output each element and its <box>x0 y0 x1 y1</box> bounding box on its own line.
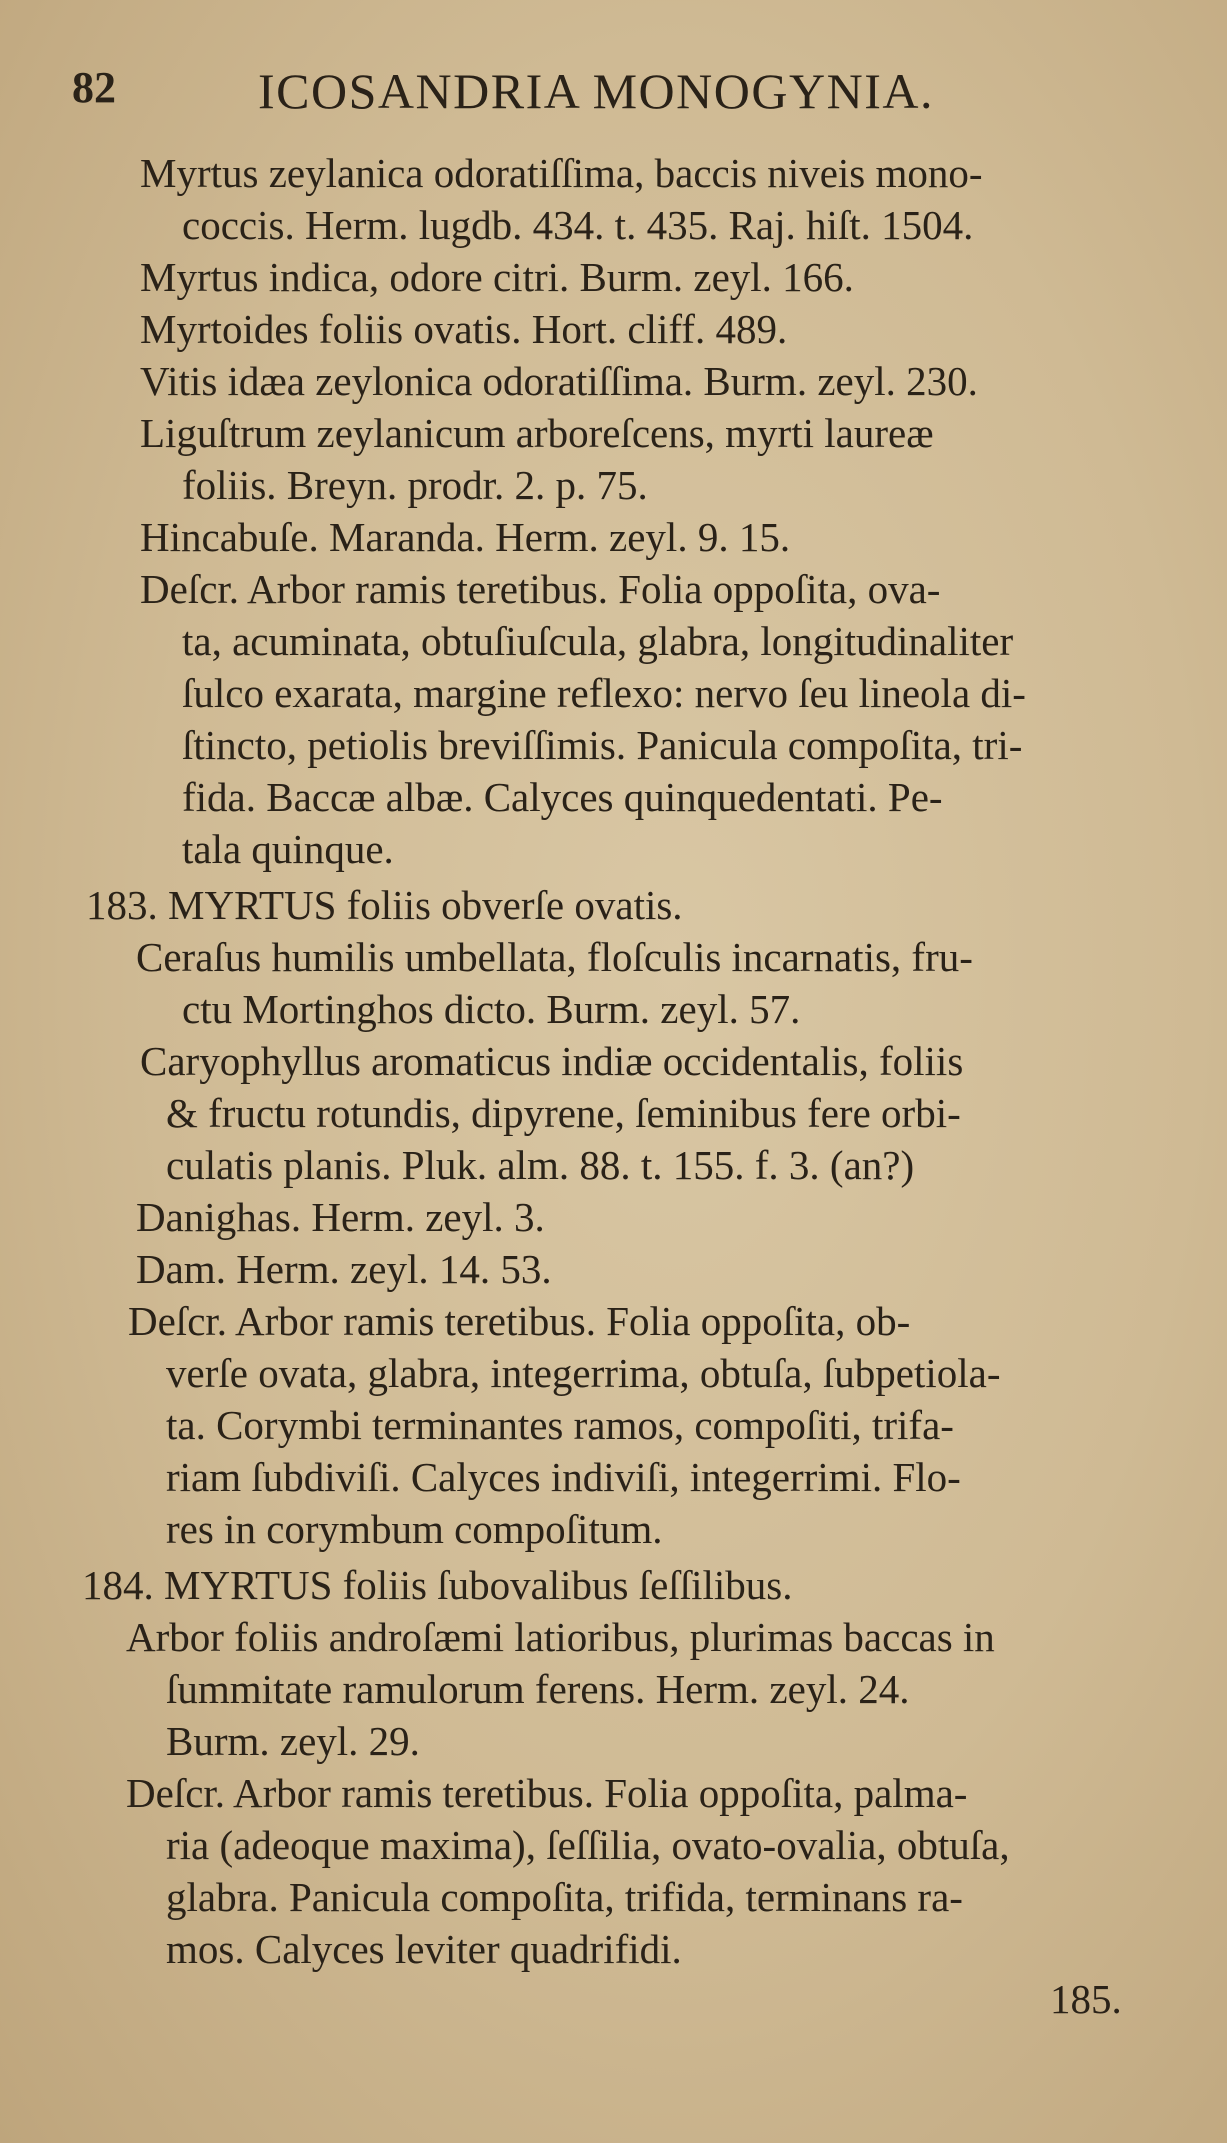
text-line: Deſcr. Arbor ramis teretibus. Folia oppoſita, palma- <box>126 1770 968 1816</box>
text-line: glabra. Panicula compoſita, trifida, terminans ra- <box>166 1874 963 1920</box>
text-line: verſe ovata, glabra, integerrima, obtuſa, ſubpetiola- <box>166 1350 1001 1396</box>
text-line: ctu Mortinghos dicto. Burm. zeyl. 57. <box>182 986 801 1032</box>
text-line: ſtincto, petiolis breviſſimis. Panicula compoſita, tri- <box>182 722 1023 768</box>
text-line: riam ſubdiviſi. Calyces indiviſi, integerrimi. Flo- <box>166 1454 961 1500</box>
text-line: Liguſtrum zeylanicum arboreſcens, myrti laureæ <box>140 410 934 456</box>
text-line: Myrtus zeylanica odoratiſſima, baccis niveis mono- <box>140 150 983 196</box>
text-line: Myrtus indica, odore citri. Burm. zeyl. 166. <box>140 254 854 300</box>
text-line: Deſcr. Arbor ramis teretibus. Folia oppoſita, ova- <box>140 566 941 612</box>
text-line: ſulco exarata, margine reflexo: nervo ſeu lineola di- <box>182 670 1026 716</box>
text-line: & fructu rotundis, dipyrene, ſeminibus fere orbi- <box>166 1090 961 1136</box>
text-line: ria (adeoque maxima), ſeſſilia, ovato-ovalia, obtuſa, <box>166 1822 1010 1868</box>
entry-heading: 183. MYRTUS foliis obverſe ovatis. <box>86 882 683 928</box>
text-line: Burm. zeyl. 29. <box>166 1718 420 1764</box>
text-line: Vitis idæa zeylonica odoratiſſima. Burm. zeyl. 230. <box>140 358 978 404</box>
text-line: Ceraſus humilis umbellata, floſculis incarnatis, fru- <box>136 934 973 980</box>
text-line: Caryophyllus aromaticus indiæ occidentalis, foliis <box>140 1038 964 1084</box>
text-line: ta. Corymbi terminantes ramos, compoſiti, trifa- <box>166 1402 954 1448</box>
text-line: Arbor foliis androſæmi latioribus, plurimas baccas in <box>126 1614 995 1660</box>
text-line: Dam. Herm. zeyl. 14. 53. <box>136 1246 552 1292</box>
text-line: ta, acuminata, obtuſiuſcula, glabra, longitudinaliter <box>182 618 1014 664</box>
entry-heading: 184. MYRTUS foliis ſubovalibus ſeſſilibus. <box>82 1562 793 1608</box>
text-line: coccis. Herm. lugdb. 434. t. 435. Raj. hiſt. 1504. <box>182 202 974 248</box>
text-line: mos. Calyces leviter quadrifidi. <box>166 1926 682 1972</box>
running-head: ICOSANDRIA MONOGYNIA. <box>258 63 934 119</box>
text-line: foliis. Breyn. prodr. 2. p. 75. <box>182 462 648 508</box>
page-header <box>72 62 1172 132</box>
text-line: ſummitate ramulorum ferens. Herm. zeyl. 24. <box>166 1666 910 1712</box>
text-line: Danighas. Herm. zeyl. 3. <box>136 1194 545 1240</box>
text-line: tala quinque. <box>182 826 394 872</box>
text-line: Deſcr. Arbor ramis teretibus. Folia oppoſita, ob- <box>128 1298 911 1344</box>
text-line: culatis planis. Pluk. alm. 88. t. 155. f. 3. (an?) <box>166 1142 915 1188</box>
page-number: 82 <box>72 63 116 112</box>
text-line: fida. Baccæ albæ. Calyces quinquedentati. Pe- <box>182 774 943 820</box>
text-line: res in corymbum compoſitum. <box>166 1506 663 1552</box>
text-line: Hincabuſe. Maranda. Herm. zeyl. 9. 15. <box>140 514 791 560</box>
catchword: 185. <box>1050 1976 1122 2022</box>
text-line: Myrtoides foliis ovatis. Hort. cliff. 489. <box>140 306 788 352</box>
